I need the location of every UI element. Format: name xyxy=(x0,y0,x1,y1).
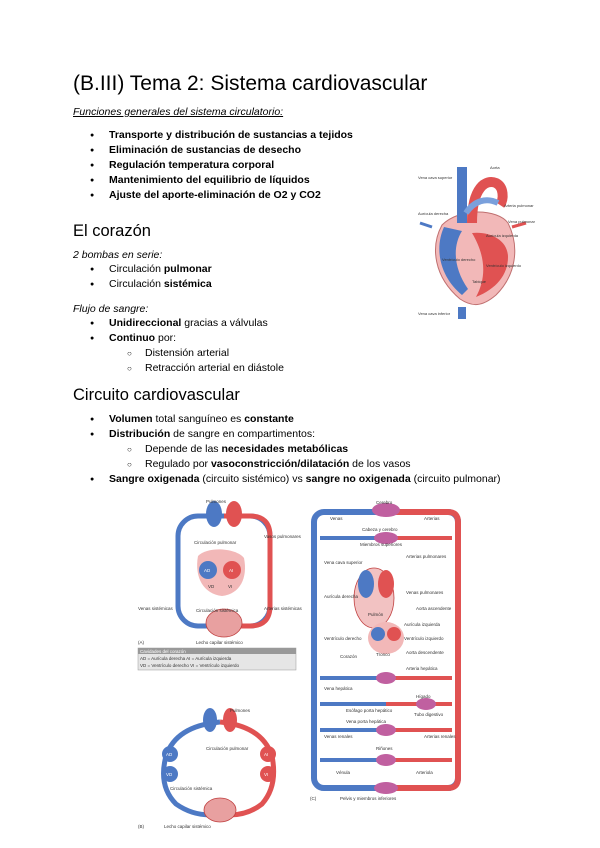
diagram-label: (A) xyxy=(138,640,144,645)
legend-row: AD = Aurícula derecha AI = Aurícula izquierda xyxy=(140,656,232,661)
diagram-label: Riñones xyxy=(376,746,393,751)
diagram-label: (C) xyxy=(310,796,317,801)
diagram-label: Lecho capilar sistémico xyxy=(196,640,243,645)
heart-label: Ventrículo izquierdo xyxy=(486,263,522,268)
general-list xyxy=(73,128,353,203)
diagram-label: Tubo digestivo xyxy=(414,712,444,717)
diagram-label: Venas xyxy=(330,516,343,521)
diagram-label: Tronco xyxy=(376,652,390,657)
circulation-diagram-a xyxy=(136,498,306,670)
legend-title: Cavidades del corazón xyxy=(140,649,186,654)
bombas-list xyxy=(73,262,212,292)
diagram-label: Venas sistémicas xyxy=(138,606,173,611)
list-item: ● Circulación pulmonar xyxy=(73,262,212,277)
heart-label: Vena cava inferior xyxy=(418,311,451,316)
diagram-label: Vena porta hepática xyxy=(346,719,387,724)
diagram-label: Circulación pulmonar xyxy=(206,746,249,751)
diagram-label: Ventrículo izquierdo xyxy=(404,636,444,641)
corazon-heading: El corazón xyxy=(73,222,151,240)
diagram-label: Aurícula derecha xyxy=(324,594,359,599)
heart-label: Aorta xyxy=(490,165,500,170)
diagram-label: Venas renales xyxy=(324,734,353,739)
diagram-label: Aorta ascendente xyxy=(416,606,452,611)
list-item: ● Ajuste del aporte-eliminación de O2 y CO2 xyxy=(73,188,353,203)
circulation-diagram-c xyxy=(306,498,466,804)
diagram-label: Aurícula izquierda xyxy=(404,622,441,627)
diagram-label: Miembros superiores xyxy=(360,542,403,547)
list-item: ● Regulación temperatura corporal xyxy=(73,158,353,173)
heart-illustration xyxy=(412,157,535,325)
chamber-label: VD xyxy=(208,584,215,589)
chamber-label: VD xyxy=(166,772,173,777)
chamber-label: AD xyxy=(204,568,211,573)
diagram-label: Aorta descendente xyxy=(406,650,444,655)
diagram-label: Vena cava superior xyxy=(324,560,363,565)
diagram-label: Cabeza y cerebro xyxy=(362,527,398,532)
chamber-label: VI xyxy=(264,772,269,777)
diagram-label: Pulmón xyxy=(368,612,384,617)
diagram-label: Pelvis y miembros inferiores xyxy=(340,796,397,801)
chamber-label: AD xyxy=(166,752,173,757)
diagram-label: Hígado xyxy=(416,694,431,699)
circulation-diagram-b xyxy=(136,706,306,830)
diagram-label: (B) xyxy=(138,824,144,829)
diagram-label: Arteriola xyxy=(416,770,433,775)
diagram-label: Pulmones xyxy=(206,499,227,504)
diagram-label: Arterias pulmonares xyxy=(406,554,447,559)
chamber-label: AI xyxy=(229,568,234,573)
circuito-heading: Circuito cardiovascular xyxy=(73,386,240,404)
list-item: ● Sangre oxigenada (circuito sistémico) vs sangre no oxigenada (circuito pulmonar) xyxy=(73,472,501,487)
list-item: ● Distribución de sangre en compartimentos: xyxy=(73,427,501,442)
list-item: ● Unidireccional gracias a válvulas xyxy=(73,316,284,331)
diagram-label: Corazón xyxy=(340,654,358,659)
heart-label: Ventrículo derecho xyxy=(442,257,476,262)
list-item: ● Continuo por: xyxy=(73,331,284,346)
diagram-label: Circulación sistémica xyxy=(170,786,213,791)
diagram-label: Arterias xyxy=(424,516,440,521)
diagram-label: Ventrículo derecho xyxy=(324,636,362,641)
list-item: ● Transporte y distribución de sustancias a tejidos xyxy=(73,128,353,143)
page-title: (B.III) Tema 2: Sistema cardiovascular xyxy=(73,72,428,95)
heart-label: Aurícula izquierda xyxy=(486,233,519,238)
heart-label: Vena pulmonar xyxy=(508,219,535,224)
diagram-label: Venas pulmonares xyxy=(406,590,444,595)
list-item: ○ Depende de las necesidades metabólicas xyxy=(73,442,501,457)
diagram-label: Vénula xyxy=(336,770,351,775)
chamber-label: AI xyxy=(264,752,269,757)
list-item: ○ Regulado por vasoconstricción/dilatación de los vasos xyxy=(73,457,501,472)
heart-label: Arteria pulmonar xyxy=(504,203,534,208)
flujo-list xyxy=(73,316,284,376)
circuito-list xyxy=(73,412,501,487)
diagram-label: Vasos pulmonares xyxy=(264,534,301,539)
diagram-label: Circulación sistémica xyxy=(196,608,239,613)
diagram-label: Arteria hepática xyxy=(406,666,438,671)
diagram-label: Pulmones xyxy=(230,708,251,713)
general-heading: Funciones generales del sistema circulatorio: xyxy=(73,106,284,118)
diagram-label: Vena hepática xyxy=(324,686,353,691)
chamber-label: VI xyxy=(228,584,233,589)
list-item: ● Circulación sistémica xyxy=(73,277,212,292)
list-item: ● Eliminación de sustancias de desecho xyxy=(73,143,353,158)
legend-row: VD = Ventrículo derecho VI = Ventrículo izquierdo xyxy=(140,663,240,668)
diagram-label: Circulación pulmonar xyxy=(194,540,237,545)
list-item: ● Mantenimiento del equilibrio de líquidos xyxy=(73,173,353,188)
bombas-label: 2 bombas en serie: xyxy=(73,249,163,261)
diagram-label: Arterias sistémicas xyxy=(264,606,302,611)
list-item: ● Volumen total sanguíneo es constante xyxy=(73,412,501,427)
diagram-label: Lecho capilar sistémico xyxy=(164,824,211,829)
diagram-label: Esófago porta hepático xyxy=(346,708,393,713)
heart-label: Aurícula derecha xyxy=(418,211,449,216)
flujo-label: Flujo de sangre: xyxy=(73,303,149,315)
diagram-label: Arterias renales xyxy=(424,734,456,739)
diagram-label: Cerebro xyxy=(376,500,393,505)
list-item: ○ Distensión arterial xyxy=(73,346,284,361)
heart-label: Vena cava superior xyxy=(418,175,453,180)
heart-label: Tabique xyxy=(472,279,487,284)
list-item: ○ Retracción arterial en diástole xyxy=(73,361,284,376)
